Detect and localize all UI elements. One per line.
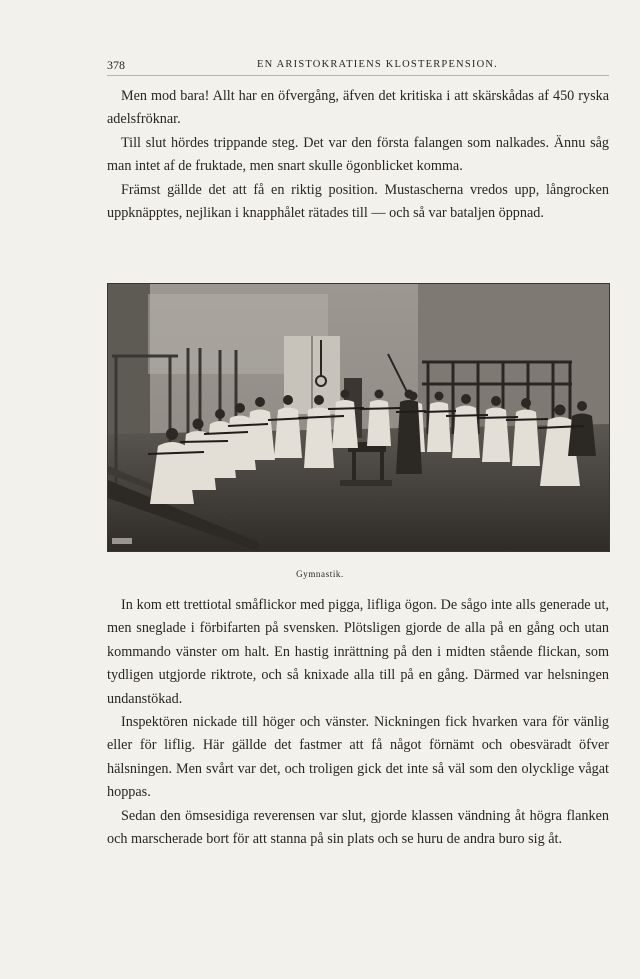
gymnastics-photograph	[107, 283, 610, 552]
header-rule	[107, 75, 609, 76]
paragraph: Till slut hördes trippande steg. Det var den första falangen som nalkades. Ännu såg man intet af de fruktade, men snart skulle ögonblicket komma.	[107, 134, 609, 175]
text-block-top	[107, 85, 609, 225]
running-title: EN ARISTOKRATIENS KLOSTERPENSION.	[257, 59, 498, 70]
text-block-bottom	[107, 594, 609, 851]
paragraph: In kom ett trettiotal småflickor med pigga, lifliga ögon. De sågo inte alls generade ut, men sneglade i förbifarten på svensken. Plötsligen gjorde de alla på en gång och utan kommando vänster om halt. En hastig inrättning på den i midten stående flickan, som tydligen utgjorde riktrote, och så knixade alla till på en gång. Därmed var helsningen undanstökad.	[107, 597, 609, 707]
figure-caption: Gymnastik.	[296, 569, 344, 579]
paragraph: Inspektören nickade till höger och vänster. Nickningen fick hvarken vara för vänlig eller för liflig. Här gällde det fastmer att få något förnämt och obesväradt öfver hälsningen. Men svårt var det, och troligen gick det inte så väl som den olycklige vågat hoppas.	[107, 714, 609, 801]
running-header	[107, 56, 609, 74]
paragraph: Sedan den ömsesidiga reverensen var slut, gjorde klassen vändning åt högra flanken och marscherade bort för att stanna på sin plats och se huru de andra buro sig åt.	[107, 807, 609, 848]
photograph-icon	[108, 284, 609, 551]
page-number: 378	[107, 58, 125, 72]
paragraph: Men mod bara! Allt har en öfvergång, äfven det kritiska i att skärskådas af 450 ryska adelsfröknar.	[107, 88, 609, 128]
paragraph: Främst gällde det att få en riktig position. Mustascherna vredos upp, långrocken uppknäpptes, nejlikan i knapphålet rätades till — och så var bataljen öppnad.	[107, 181, 609, 222]
